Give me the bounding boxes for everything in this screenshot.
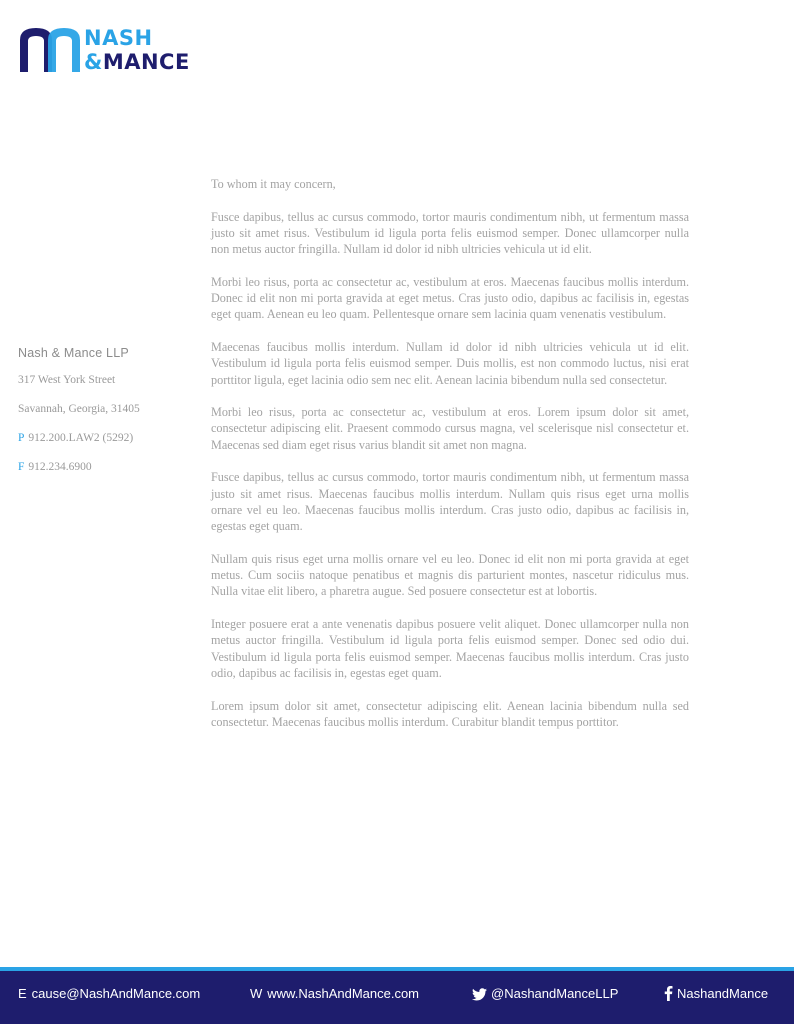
logo-word-nash: NASH — [84, 26, 153, 50]
fax-number: 912.234.6900 — [28, 461, 92, 473]
website-link[interactable]: www.NashAndMance.com — [267, 986, 420, 1001]
web-label: W — [250, 986, 263, 1001]
footer-facebook[interactable] — [664, 985, 768, 1003]
email-label: E — [18, 986, 27, 1001]
twitter-bird-icon — [472, 988, 487, 1001]
footer-twitter[interactable] — [472, 985, 618, 1003]
letter-paragraph: Nullam quis risus eget urna mollis ornare vel eu leo. Donec id elit non mi porta gravida at eget metus. Cum sociis natoque penatibus et magnis dis parturient montes, nascetur ridiculus mus. Nulla vitae elit libero, a pharetra augue. Sed posuere consectetur est at lobortis. — [211, 551, 689, 599]
company-logo — [18, 26, 208, 74]
twitter-handle[interactable]: @NashandManceLLP — [491, 986, 619, 1001]
letter-paragraph: Morbi leo risus, porta ac consectetur ac, vestibulum at eros. Lorem ipsum dolor sit amet, consectetur adipiscing elit. Praesent commodo cursus magna, vel scelerisque nisl consectetur et. Maecenas sed diam eget risus varius blandit sit amet non magna. — [211, 405, 689, 452]
letter-paragraph: Integer posuere erat a ante venenatis dapibus posuere velit aliquet. Donec ullamcorper nulla non metus auctor fringilla. Vestibulum id ligula porta felis euismod semper. Donec sed odio dui. Vestibulum id ligula porta felis euismod semper. Maecenas faucibus mollis interdum. Cras justo odio, dapibus ac facilisis in, egestas eget quam. — [211, 617, 689, 680]
firm-name: Nash & Mance LLP — [18, 346, 129, 360]
facebook-icon — [664, 986, 673, 1001]
footer-email — [18, 985, 200, 1003]
letter-paragraph: Maecenas faucibus mollis interdum. Nullam id dolor id nibh ultricies vehicula ut id elit. Vestibulum id ligula porta felis euismod semper. Duis mollis, est non commodo luctus, nisi erat porttitor ligula, eget lacinia odio sem nec elit. Aenean lacinia bibendum nulla sed consectetur. — [211, 339, 689, 387]
email-link[interactable]: cause@NashAndMance.com — [31, 986, 201, 1001]
logo-word-mance — [84, 51, 190, 73]
fax-label: F — [18, 461, 25, 473]
nm-monogram-icon — [18, 26, 82, 74]
letter-paragraph: Lorem ipsum dolor sit amet, consectetur adipiscing elit. Aenean lacinia bibendum nulla sed consectetur. Maecenas faucibus mollis interdum. Curabitur blandit tempus porttitor. — [211, 698, 689, 729]
fax-line — [18, 459, 188, 475]
sidebar-contact — [18, 346, 188, 488]
logo-word-mance-text: MANCE — [102, 50, 190, 74]
street-address: 317 West York Street — [18, 374, 116, 386]
phone-label: P — [18, 432, 25, 444]
letter-paragraph: Fusce dapibus, tellus ac cursus commodo, tortor mauris condimentum nibh, ut fermentum massa justo sit amet risus. Vestibulum id ligula porta felis euismod semper. Donec ullamcorper nulla non metus auctor fringilla. Nullam id dolor id nibh ultricies vehicula ut id elit. — [211, 209, 689, 257]
footer-website — [250, 985, 419, 1003]
letter-body — [211, 176, 689, 746]
facebook-handle[interactable]: NashandMance — [677, 986, 769, 1001]
phone-number[interactable]: 912.200.LAW2 (5292) — [28, 432, 134, 444]
letter-paragraph: Morbi leo risus, porta ac consectetur ac, vestibulum at eros. Maecenas faucibus mollis interdum. Donec id elit non mi porta gravida at eget metus. Cras justo odio, dapibus ac facilisis in, egestas eget quam. Aenean eu leo quam. Pellentesque ornare sem lacinia quam venenatis vestibulum. — [211, 274, 689, 322]
footer-bar — [0, 971, 794, 1024]
city-state-zip: Savannah, Georgia, 31405 — [18, 403, 140, 415]
phone-line — [18, 430, 188, 446]
letter-paragraph: Fusce dapibus, tellus ac cursus commodo, tortor mauris condimentum nibh, ut fermentum massa justo sit amet risus. Maecenas faucibus mollis interdum. Nullam quis risus eget urna mollis ornare vel eu leo. Maecenas faucibus mollis interdum. Cras justo odio, dapibus ac facilisis in, egestas eget quam. — [211, 470, 689, 534]
logo-ampersand: & — [84, 50, 103, 74]
letter-greeting: To whom it may concern, — [211, 177, 336, 191]
